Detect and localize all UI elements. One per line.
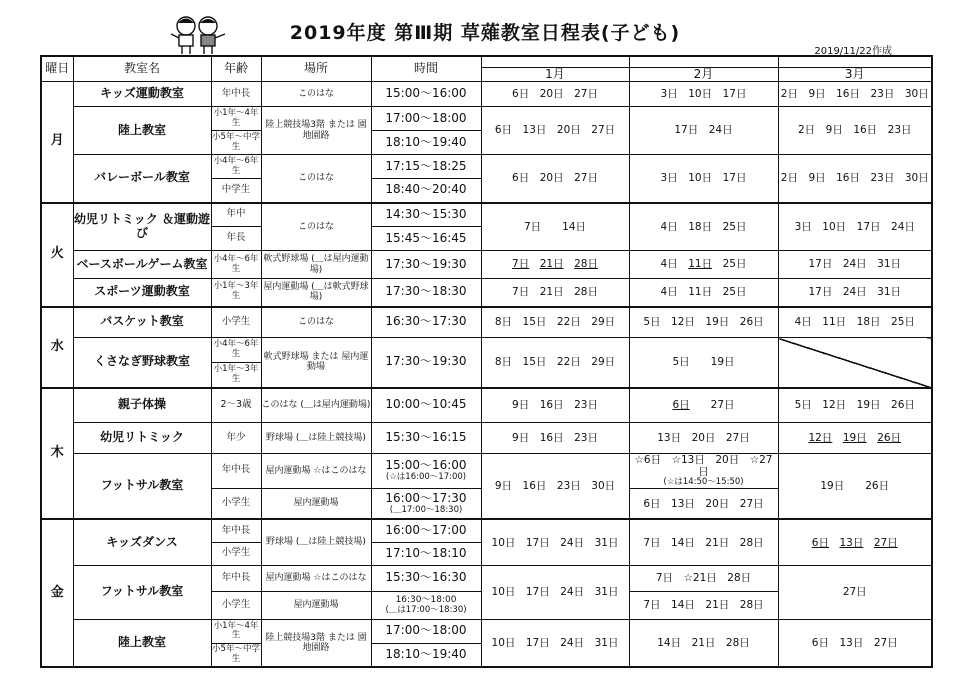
table-row (41, 203, 932, 227)
schedule-feb: 6日 27日 (629, 388, 778, 423)
time: 17:30〜18:30 (371, 279, 481, 307)
table-row (41, 307, 932, 338)
schedule-jan: 6日 13日 20日 27日 (481, 107, 629, 155)
time: 18:40〜20:40 (371, 179, 481, 203)
schedule-feb: 5日 19日 (629, 338, 778, 388)
time: 17:30〜19:30 (371, 251, 481, 279)
schedule-jan: 6日 20日 27日 (481, 82, 629, 107)
place: このはな (261, 155, 371, 203)
day-monday: 月 (41, 82, 73, 203)
place: 軟式野球場 または 屋内運動場 (261, 338, 371, 388)
table-row (41, 388, 932, 423)
header-month-1: 1月 (481, 56, 629, 82)
schedule-mar: 17日 24日 31日 (778, 251, 932, 279)
schedule-mar: 27日 (778, 565, 932, 619)
header-place: 場所 (261, 56, 371, 82)
age: 小4年〜6年生 (211, 251, 261, 279)
schedule-feb: 7日 ☆21日 28日 (629, 565, 778, 591)
place: このはな (＿は屋内運動場) (261, 388, 371, 423)
class-name: 幼児リトミック (73, 423, 211, 454)
schedule-jan: 9日 16日 23日 (481, 388, 629, 423)
class-name: バスケット教室 (73, 307, 211, 338)
age: 小1年〜4年生 (211, 107, 261, 131)
schedule-feb: 4日 11日 25日 (629, 279, 778, 307)
place: 屋内運動場 (261, 591, 371, 619)
place: 屋内運動場 ☆はこのはな (261, 565, 371, 591)
header-row (41, 56, 932, 82)
class-name: キッズダンス (73, 519, 211, 565)
time: 17:10〜18:10 (371, 542, 481, 565)
time: 17:15〜18:25 (371, 155, 481, 179)
schedule-mar: 4日 11日 18日 25日 (778, 307, 932, 338)
age: 小学生 (211, 307, 261, 338)
time: 14:30〜15:30 (371, 203, 481, 227)
header-class: 教室名 (73, 56, 211, 82)
age: 小4年〜6年生 (211, 155, 261, 179)
time: 15:45〜16:45 (371, 227, 481, 251)
place: 屋内運動場 (261, 488, 371, 519)
time: 16:00〜17:00 (371, 519, 481, 542)
class-name: フットサル教室 (73, 565, 211, 619)
schedule-mar: 2日 9日 16日 23日 30日 (778, 82, 932, 107)
schedule-jan: 8日 15日 22日 29日 (481, 338, 629, 388)
schedule-mar: 2日 9日 16日 23日 30日 (778, 155, 932, 203)
schedule-feb: 3日 10日 17日 (629, 82, 778, 107)
schedule-jan: 10日 17日 24日 31日 (481, 619, 629, 667)
table-row (41, 338, 932, 363)
time: 16:30〜17:30 (371, 307, 481, 338)
class-name: キッズ運動教室 (73, 82, 211, 107)
time: 15:00〜16:00 (371, 82, 481, 107)
day-wednesday: 水 (41, 307, 73, 388)
place: 軟式野球場 (＿は屋内運動場) (261, 251, 371, 279)
schedule-feb: 3日 10日 17日 (629, 155, 778, 203)
age: 年少 (211, 423, 261, 454)
class-name: くさなぎ野球教室 (73, 338, 211, 388)
schedule-jan: 9日 16日 23日 (481, 423, 629, 454)
time: 15:00〜16:00 (☆は16:00〜17:00) (371, 454, 481, 489)
age: 小5年〜中学生 (211, 643, 261, 667)
schedule-jan: 9日 16日 23日 30日 (481, 454, 629, 520)
day-thursday: 木 (41, 388, 73, 520)
table-row (41, 251, 932, 279)
schedule-jan: 10日 17日 24日 31日 (481, 565, 629, 619)
age: 2〜3歳 (211, 388, 261, 423)
table-row (41, 423, 932, 454)
time: 16:30〜18:00 (＿は17:00〜18:30) (371, 591, 481, 619)
schedule-jan: 10日 17日 24日 31日 (481, 519, 629, 565)
table-row (41, 565, 932, 591)
day-friday: 金 (41, 519, 73, 667)
age: 小1年〜4年生 (211, 619, 261, 643)
class-name: バレーボール教室 (73, 155, 211, 203)
schedule-mar: 2日 9日 16日 23日 (778, 107, 932, 155)
class-name: 親子体操 (73, 388, 211, 423)
place: このはな (261, 82, 371, 107)
age: 小1年〜3年生 (211, 279, 261, 307)
header-day: 曜日 (41, 56, 73, 82)
created-date: 2019/11/22作成 (814, 46, 892, 57)
schedule-feb: 13日 20日 27日 (629, 423, 778, 454)
class-name: ベースボールゲーム教室 (73, 251, 211, 279)
schedule-jan: 6日 20日 27日 (481, 155, 629, 203)
time: 10:00〜10:45 (371, 388, 481, 423)
schedule-jan: 7日 14日 (481, 203, 629, 251)
schedule-mar-none (778, 338, 932, 388)
time: 17:00〜18:00 (371, 107, 481, 131)
table-row (41, 454, 932, 489)
place: 屋内運動場 ☆はこのはな (261, 454, 371, 489)
place: 陸上競技場3階 または 園地園路 (261, 107, 371, 155)
age: 年中長 (211, 454, 261, 489)
place: このはな (261, 307, 371, 338)
place: 陸上競技場3階 または 園地園路 (261, 619, 371, 667)
schedule-feb: 7日 14日 21日 28日 (629, 591, 778, 619)
schedule-mar: 3日 10日 17日 24日 (778, 203, 932, 251)
schedule-feb: 14日 21日 28日 (629, 619, 778, 667)
age: 年中長 (211, 565, 261, 591)
time: 18:10〜19:40 (371, 131, 481, 155)
header-time: 時間 (371, 56, 481, 82)
age: 小学生 (211, 542, 261, 565)
age: 年中長 (211, 519, 261, 542)
schedule-feb: 4日 11日 25日 (629, 251, 778, 279)
place: 野球場 (＿は陸上競技場) (261, 423, 371, 454)
schedule-mar: 6日 13日 27日 (778, 619, 932, 667)
time: 15:30〜16:15 (371, 423, 481, 454)
age: 年長 (211, 227, 261, 251)
table-row (41, 279, 932, 307)
schedule-jan: 7日 21日 28日 (481, 251, 629, 279)
class-name: 陸上教室 (73, 107, 211, 155)
header-month-2: 2月 (629, 56, 778, 82)
day-tuesday: 火 (41, 203, 73, 307)
time: 17:30〜19:30 (371, 338, 481, 388)
time: 16:00〜17:30 (＿17:00〜18:30) (371, 488, 481, 519)
age: 小学生 (211, 591, 261, 619)
page-title: 2019年度 第Ⅲ期 草薙教室日程表(子ども) (289, 22, 681, 44)
place: 屋内運動場 (＿は軟式野球場) (261, 279, 371, 307)
schedule-feb: 17日 24日 (629, 107, 778, 155)
class-name: 陸上教室 (73, 619, 211, 667)
age: 中学生 (211, 179, 261, 203)
table-row (41, 619, 932, 643)
schedule-mar: 19日 26日 (778, 454, 932, 520)
class-name: スポーツ運動教室 (73, 279, 211, 307)
age: 小1年〜3年生 (211, 363, 261, 388)
time: 18:10〜19:40 (371, 643, 481, 667)
table-row (41, 82, 932, 107)
header-age: 年齢 (211, 56, 261, 82)
table-row (41, 107, 932, 131)
header-month-3: 3月 (778, 56, 932, 82)
schedule-mar: 6日 13日 27日 (778, 519, 932, 565)
schedule-feb: 4日 18日 25日 (629, 203, 778, 251)
schedule-mar: 17日 24日 31日 (778, 279, 932, 307)
place: このはな (261, 203, 371, 251)
age: 小4年〜6年生 (211, 338, 261, 363)
table-row (41, 519, 932, 542)
age: 小5年〜中学生 (211, 131, 261, 155)
schedule-jan: 8日 15日 22日 29日 (481, 307, 629, 338)
time: 17:00〜18:00 (371, 619, 481, 643)
table-row (41, 155, 932, 179)
schedule-feb: ☆6日 ☆13日 20日 ☆27日 (☆は14:50〜15:50) (629, 454, 778, 489)
time: 15:30〜16:30 (371, 565, 481, 591)
schedule-mar: 5日 12日 19日 26日 (778, 388, 932, 423)
age: 小学生 (211, 488, 261, 519)
age: 年中 (211, 203, 261, 227)
class-name: 幼児リトミック ＆運動遊び (73, 203, 211, 251)
schedule-feb: 7日 14日 21日 28日 (629, 519, 778, 565)
class-name: フットサル教室 (73, 454, 211, 520)
schedule-jan: 7日 21日 28日 (481, 279, 629, 307)
age: 年中長 (211, 82, 261, 107)
schedule-table (40, 55, 933, 668)
schedule-feb: 5日 12日 19日 26日 (629, 307, 778, 338)
schedule-feb: 6日 13日 20日 27日 (629, 488, 778, 519)
schedule-mar: 12日 19日 26日 (778, 423, 932, 454)
place: 野球場 (＿は陸上競技場) (261, 519, 371, 565)
